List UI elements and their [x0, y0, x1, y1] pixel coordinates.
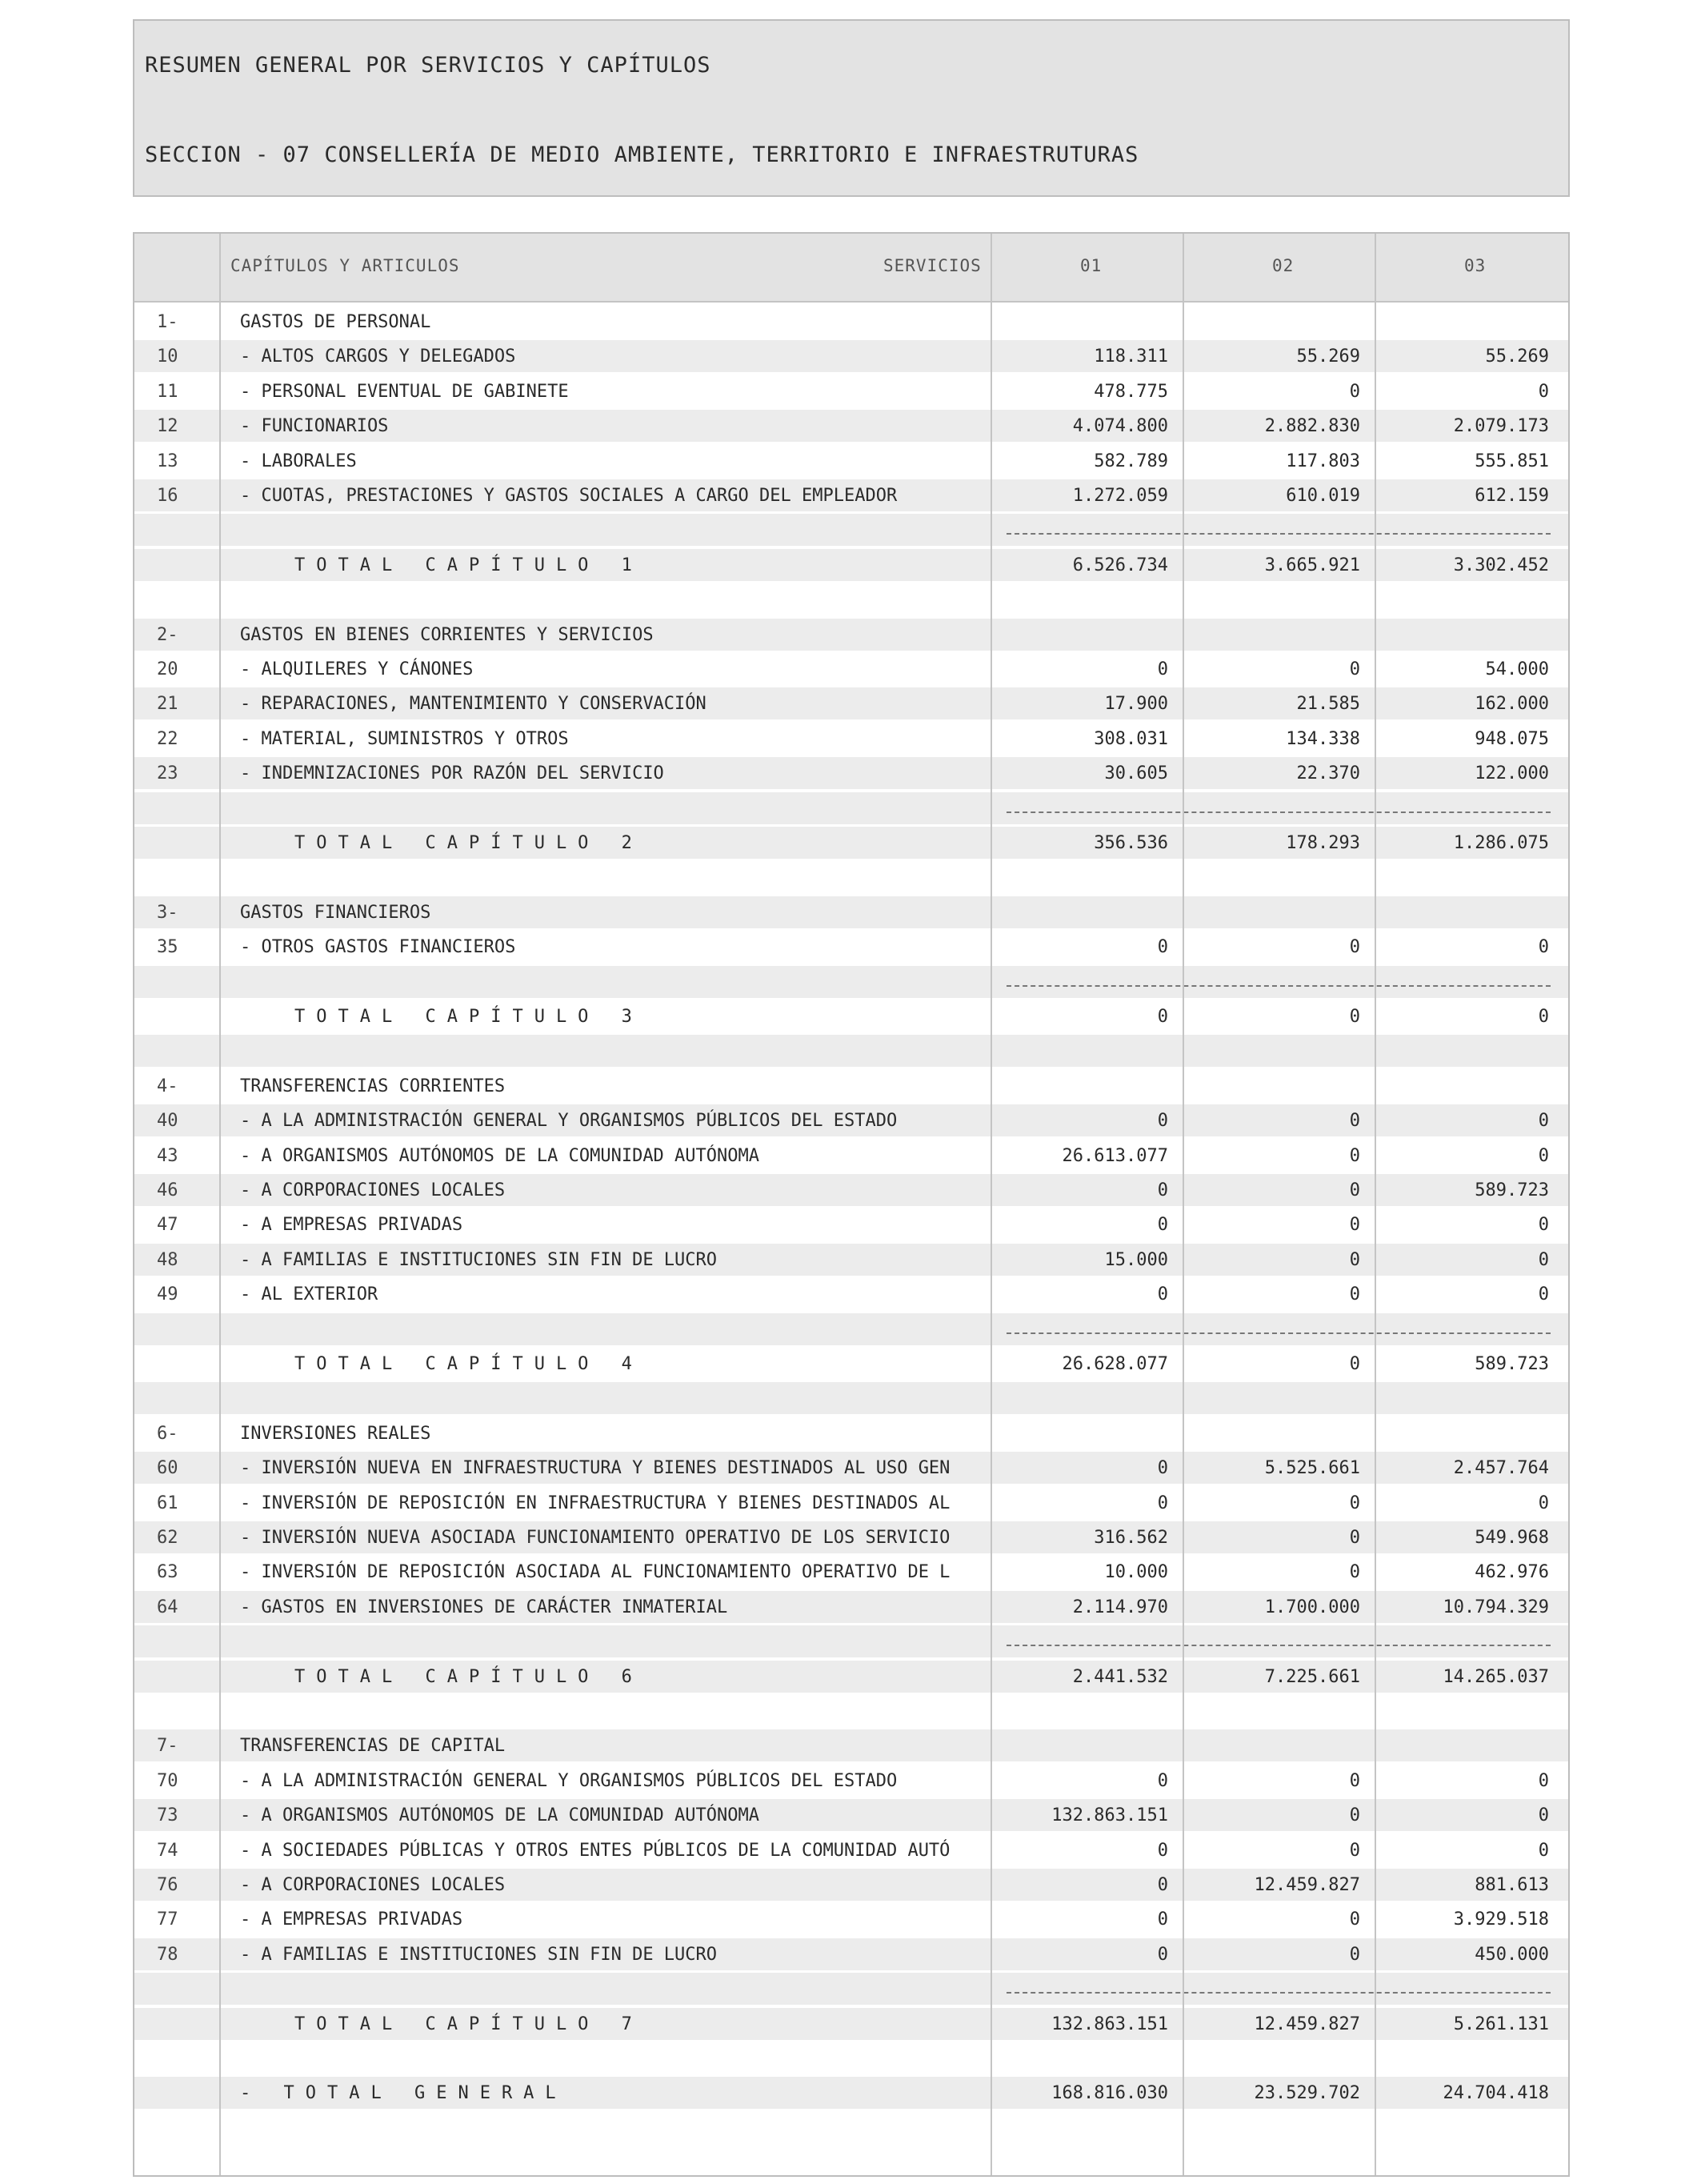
row-description: - A LA ADMINISTRACIÓN GENERAL Y ORGANISMOS PÚBLICOS DEL ESTADO	[240, 1770, 898, 1791]
value-service-01: 26.613.077	[1062, 1145, 1168, 1166]
value-service-03: 0	[1538, 1249, 1549, 1270]
row-description: - A CORPORACIONES LOCALES	[240, 1180, 506, 1200]
value-service-02: 0	[1349, 381, 1360, 402]
article-row	[134, 375, 1568, 407]
row-code: 1-	[157, 312, 178, 332]
row-description: - INVERSIÓN NUEVA ASOCIADA FUNCIONAMIENTO OPERATIVO DE LOS SERVICIO	[240, 1528, 951, 1548]
value-service-02: 0	[1349, 1007, 1360, 1027]
report-header	[133, 19, 1570, 197]
total-label: TOTAL CAPÍTULO 4	[294, 1354, 643, 1374]
row-code: 62	[157, 1528, 178, 1548]
chapter-row	[134, 1070, 1568, 1102]
row-code: 16	[157, 486, 178, 506]
row-code: 40	[157, 1111, 178, 1132]
report-title: RESUMEN GENERAL POR SERVICIOS Y CAPÍTULOS	[145, 53, 711, 78]
row-description: - LABORALES	[240, 451, 357, 471]
col-service-01: 01	[1080, 256, 1103, 275]
value-service-02: 0	[1349, 1528, 1360, 1548]
value-service-01: 0	[1157, 1111, 1168, 1132]
article-row	[134, 1591, 1568, 1623]
value-service-03: 462.976	[1475, 1562, 1549, 1583]
value-service-01: 0	[1157, 937, 1168, 958]
value-service-03: 162.000	[1475, 694, 1549, 715]
chapter-total-row	[134, 827, 1568, 859]
value-service-01: 0	[1157, 1007, 1168, 1027]
value-service-03: 2.457.764	[1453, 1458, 1549, 1479]
row-code: 22	[157, 728, 178, 749]
value-service-02: 23.529.702	[1254, 2083, 1360, 2104]
total-label: TOTAL CAPÍTULO 2	[294, 833, 643, 853]
value-service-01: 118.311	[1094, 347, 1168, 367]
blank-row	[134, 2042, 1568, 2074]
value-service-03: 1.286.075	[1453, 833, 1549, 853]
row-description: GASTOS DE PERSONAL	[240, 312, 431, 332]
budget-table	[133, 232, 1570, 2177]
value-service-02: 0	[1349, 1805, 1360, 1826]
article-row	[134, 1799, 1568, 1831]
value-service-02: 0	[1349, 1354, 1360, 1374]
value-service-01: 356.536	[1094, 833, 1168, 853]
chapter-row	[134, 1729, 1568, 1761]
row-description: - INVERSIÓN DE REPOSICIÓN EN INFRAESTRUCTURA Y BIENES DESTINADOS AL	[240, 1493, 951, 1513]
value-service-03: 14.265.037	[1443, 1666, 1549, 1687]
row-description: - INDEMNIZACIONES POR RAZÓN DEL SERVICIO	[240, 763, 664, 784]
total-label: TOTAL CAPÍTULO 1	[294, 555, 643, 575]
value-service-03: 0	[1538, 1805, 1549, 1826]
blank-row	[134, 583, 1568, 615]
value-service-02: 0	[1349, 1145, 1360, 1166]
dashed-rule	[1007, 1645, 1551, 1646]
value-service-03: 0	[1538, 1284, 1549, 1305]
value-service-01: 0	[1157, 1458, 1168, 1479]
row-description: - CUOTAS, PRESTACIONES Y GASTOS SOCIALES A CARGO DEL EMPLEADOR	[240, 486, 898, 506]
article-row	[134, 1487, 1568, 1519]
article-row	[134, 1869, 1568, 1901]
chapter-row	[134, 896, 1568, 928]
value-service-02: 1.700.000	[1264, 1597, 1360, 1617]
column-divider	[1183, 234, 1184, 2175]
value-service-01: 0	[1157, 1770, 1168, 1791]
article-row	[134, 1174, 1568, 1206]
row-code: 70	[157, 1770, 178, 1791]
value-service-01: 0	[1157, 1909, 1168, 1930]
article-row	[134, 1556, 1568, 1588]
value-service-02: 0	[1349, 659, 1360, 679]
article-row	[134, 1903, 1568, 1935]
article-row	[134, 1834, 1568, 1866]
value-service-02: 55.269	[1296, 347, 1360, 367]
value-service-01: 478.775	[1094, 381, 1168, 402]
value-service-01: 26.628.077	[1062, 1354, 1168, 1374]
value-service-03: 0	[1538, 1111, 1549, 1132]
table-header	[134, 234, 1568, 303]
row-description: - A EMPRESAS PRIVADAS	[240, 1215, 463, 1236]
value-service-01: 6.526.734	[1072, 555, 1168, 575]
value-service-02: 12.459.827	[1254, 2014, 1360, 2034]
article-row	[134, 1278, 1568, 1310]
subtotal-separator	[134, 514, 1568, 546]
value-service-01: 10.000	[1104, 1562, 1168, 1583]
row-code: 4-	[157, 1076, 178, 1096]
value-service-03: 0	[1538, 1145, 1549, 1166]
value-service-03: 3.929.518	[1453, 1909, 1549, 1930]
row-code: 23	[157, 763, 178, 784]
value-service-03: 0	[1538, 1770, 1549, 1791]
value-service-01: 132.863.151	[1051, 1805, 1168, 1826]
subtotal-separator	[134, 792, 1568, 824]
row-code: 7-	[157, 1736, 178, 1757]
row-code: 73	[157, 1805, 178, 1826]
row-code: 6-	[157, 1423, 178, 1444]
row-code: 20	[157, 659, 178, 679]
value-service-02: 0	[1349, 1909, 1360, 1930]
value-service-02: 0	[1349, 1111, 1360, 1132]
value-service-01: 582.789	[1094, 451, 1168, 471]
value-service-03: 0	[1538, 1007, 1549, 1027]
row-code: 10	[157, 347, 178, 367]
row-code: 2-	[157, 624, 178, 645]
value-service-02: 0	[1349, 1215, 1360, 1236]
value-service-02: 0	[1349, 1249, 1360, 1270]
article-row	[134, 445, 1568, 477]
section-title: SECCION - 07 CONSELLERÍA DE MEDIO AMBIENTE, TERRITORIO E INFRAESTRUTURAS	[145, 142, 1139, 167]
value-service-01: 0	[1157, 1944, 1168, 1965]
article-row	[134, 1244, 1568, 1276]
value-service-01: 0	[1157, 1284, 1168, 1305]
dashed-rule	[1007, 533, 1551, 535]
value-service-03: 55.269	[1485, 347, 1549, 367]
article-row	[134, 931, 1568, 963]
value-service-02: 0	[1349, 1562, 1360, 1583]
value-service-01: 0	[1157, 1840, 1168, 1861]
row-code: 76	[157, 1875, 178, 1895]
article-row	[134, 653, 1568, 685]
blank-row	[134, 861, 1568, 893]
value-service-03: 450.000	[1475, 1944, 1549, 1965]
row-description: - REPARACIONES, MANTENIMIENTO Y CONSERVACIÓN	[240, 694, 706, 715]
value-service-02: 0	[1349, 1284, 1360, 1305]
col-service-03: 03	[1464, 256, 1487, 275]
subtotal-separator	[134, 1625, 1568, 1657]
row-description: - INVERSIÓN DE REPOSICIÓN ASOCIADA AL FUNCIONAMIENTO OPERATIVO DE L	[240, 1562, 951, 1583]
chapter-row	[134, 1417, 1568, 1449]
row-code: 46	[157, 1180, 178, 1200]
value-service-02: 7.225.661	[1264, 1666, 1360, 1687]
row-code: 3-	[157, 902, 178, 923]
row-code: 48	[157, 1249, 178, 1270]
blank-row	[134, 1035, 1568, 1067]
article-row	[134, 1938, 1568, 1970]
row-code: 47	[157, 1215, 178, 1236]
chapter-total-row	[134, 549, 1568, 581]
value-service-03: 3.302.452	[1453, 555, 1549, 575]
article-row	[134, 1765, 1568, 1797]
value-service-03: 555.851	[1475, 451, 1549, 471]
value-service-02: 0	[1349, 1840, 1360, 1861]
article-row	[134, 1140, 1568, 1172]
value-service-02: 117.803	[1286, 451, 1360, 471]
value-service-02: 610.019	[1286, 486, 1360, 506]
row-description: GASTOS FINANCIEROS	[240, 902, 431, 923]
subtotal-separator	[134, 1973, 1568, 2005]
value-service-03: 0	[1538, 937, 1549, 958]
row-code: 64	[157, 1597, 178, 1617]
row-code: 61	[157, 1493, 178, 1513]
row-code: 43	[157, 1145, 178, 1166]
grand-total-row	[134, 2077, 1568, 2109]
chapter-total-row	[134, 1000, 1568, 1032]
value-service-01: 132.863.151	[1051, 2014, 1168, 2034]
dashed-rule	[1007, 1332, 1551, 1334]
chapter-total-row	[134, 1348, 1568, 1380]
row-code: 78	[157, 1944, 178, 1965]
chapter-total-row	[134, 1661, 1568, 1693]
row-description: - FUNCIONARIOS	[240, 416, 389, 437]
article-row	[134, 1452, 1568, 1484]
row-description: - A SOCIEDADES PÚBLICAS Y OTROS ENTES PÚBLICOS DE LA COMUNIDAD AUTÓ	[240, 1840, 951, 1861]
value-service-02: 134.338	[1286, 728, 1360, 749]
value-service-03: 881.613	[1475, 1875, 1549, 1895]
value-service-03: 5.261.131	[1453, 2014, 1549, 2034]
row-description: - OTROS GASTOS FINANCIEROS	[240, 937, 516, 958]
row-description: - A ORGANISMOS AUTÓNOMOS DE LA COMUNIDAD AUTÓNOMA	[240, 1805, 760, 1826]
row-description: - ALTOS CARGOS Y DELEGADOS	[240, 347, 516, 367]
chapter-row	[134, 306, 1568, 338]
value-service-03: 122.000	[1475, 763, 1549, 784]
article-row	[134, 687, 1568, 719]
row-description: - PERSONAL EVENTUAL DE GABINETE	[240, 381, 569, 402]
total-label: TOTAL CAPÍTULO 7	[294, 2014, 643, 2034]
row-description: - A FAMILIAS E INSTITUCIONES SIN FIN DE LUCRO	[240, 1944, 718, 1965]
value-service-01: 0	[1157, 659, 1168, 679]
value-service-02: 178.293	[1286, 833, 1360, 853]
row-description: INVERSIONES REALES	[240, 1423, 431, 1444]
value-service-01: 15.000	[1104, 1249, 1168, 1270]
value-service-03: 0	[1538, 1840, 1549, 1861]
grand-total-label: - TOTAL GENERAL	[240, 2083, 567, 2104]
value-service-02: 22.370	[1296, 763, 1360, 784]
row-description: TRANSFERENCIAS CORRIENTES	[240, 1076, 506, 1096]
value-service-01: 0	[1157, 1875, 1168, 1895]
dashed-rule	[1007, 811, 1551, 813]
blank-row	[134, 1382, 1568, 1414]
value-service-01: 0	[1157, 1493, 1168, 1513]
value-service-03: 0	[1538, 381, 1549, 402]
value-service-03: 589.723	[1475, 1180, 1549, 1200]
value-service-01: 2.114.970	[1072, 1597, 1168, 1617]
article-row	[134, 723, 1568, 755]
value-service-01: 168.816.030	[1051, 2083, 1168, 2104]
value-service-02: 3.665.921	[1264, 555, 1360, 575]
row-description: - INVERSIÓN NUEVA EN INFRAESTRUCTURA Y BIENES DESTINADOS AL USO GEN	[240, 1458, 951, 1479]
row-description: TRANSFERENCIAS DE CAPITAL	[240, 1736, 506, 1757]
value-service-03: 549.968	[1475, 1528, 1549, 1548]
value-service-01: 30.605	[1104, 763, 1168, 784]
row-code: 11	[157, 381, 178, 402]
col-service-02: 02	[1272, 256, 1295, 275]
value-service-03: 10.794.329	[1443, 1597, 1549, 1617]
value-service-01: 17.900	[1104, 694, 1168, 715]
chapter-row	[134, 619, 1568, 651]
total-label: TOTAL CAPÍTULO 3	[294, 1007, 643, 1027]
value-service-01: 2.441.532	[1072, 1666, 1168, 1687]
value-service-03: 2.079.173	[1453, 416, 1549, 437]
total-label: TOTAL CAPÍTULO 6	[294, 1666, 643, 1687]
value-service-01: 1.272.059	[1072, 486, 1168, 506]
article-row	[134, 1104, 1568, 1136]
value-service-02: 0	[1349, 1180, 1360, 1200]
value-service-02: 0	[1349, 1944, 1360, 1965]
row-code: 74	[157, 1840, 178, 1861]
row-code: 60	[157, 1458, 178, 1479]
value-service-02: 12.459.827	[1254, 1875, 1360, 1895]
row-description: - GASTOS EN INVERSIONES DE CARÁCTER INMATERIAL	[240, 1597, 728, 1617]
row-description: - A LA ADMINISTRACIÓN GENERAL Y ORGANISMOS PÚBLICOS DEL ESTADO	[240, 1111, 898, 1132]
column-divider	[991, 234, 992, 2175]
row-description: - A EMPRESAS PRIVADAS	[240, 1909, 463, 1930]
dashed-rule	[1007, 985, 1551, 987]
article-row	[134, 757, 1568, 789]
value-service-01: 0	[1157, 1180, 1168, 1200]
article-row	[134, 479, 1568, 511]
subtotal-separator	[134, 966, 1568, 998]
row-description: GASTOS EN BIENES CORRIENTES Y SERVICIOS	[240, 624, 654, 645]
column-divider	[219, 234, 221, 2175]
value-service-01: 0	[1157, 1215, 1168, 1236]
row-description: - ALQUILERES Y CÁNONES	[240, 659, 474, 679]
value-service-03: 612.159	[1475, 486, 1549, 506]
value-service-02: 0	[1349, 1493, 1360, 1513]
chapter-total-row	[134, 2008, 1568, 2040]
value-service-03: 24.704.418	[1443, 2083, 1549, 2104]
row-code: 63	[157, 1562, 178, 1583]
value-service-02: 5.525.661	[1264, 1458, 1360, 1479]
value-service-01: 4.074.800	[1072, 416, 1168, 437]
value-service-03: 0	[1538, 1215, 1549, 1236]
article-row	[134, 410, 1568, 442]
row-code: 35	[157, 937, 178, 958]
value-service-03: 589.723	[1475, 1354, 1549, 1374]
value-service-03: 0	[1538, 1493, 1549, 1513]
dashed-rule	[1007, 1992, 1551, 1994]
value-service-03: 948.075	[1475, 728, 1549, 749]
value-service-01: 316.562	[1094, 1528, 1168, 1548]
value-service-02: 0	[1349, 1770, 1360, 1791]
article-row	[134, 1208, 1568, 1240]
value-service-01: 308.031	[1094, 728, 1168, 749]
row-code: 21	[157, 694, 178, 715]
value-service-02: 2.882.830	[1264, 416, 1360, 437]
row-description: - A FAMILIAS E INSTITUCIONES SIN FIN DE LUCRO	[240, 1249, 718, 1270]
row-description: - A CORPORACIONES LOCALES	[240, 1875, 506, 1895]
row-code: 49	[157, 1284, 178, 1305]
col-chapters: CAPÍTULOS Y ARTICULOS	[230, 256, 460, 275]
row-description: - AL EXTERIOR	[240, 1284, 378, 1305]
blank-row	[134, 1695, 1568, 1727]
row-code: 77	[157, 1909, 178, 1930]
row-description: - MATERIAL, SUMINISTROS Y OTROS	[240, 728, 569, 749]
row-description: - A ORGANISMOS AUTÓNOMOS DE LA COMUNIDAD AUTÓNOMA	[240, 1145, 760, 1166]
subtotal-separator	[134, 1313, 1568, 1345]
column-divider	[1375, 234, 1376, 2175]
value-service-03: 54.000	[1485, 659, 1549, 679]
article-row	[134, 1521, 1568, 1553]
col-services: SERVICIOS	[883, 256, 982, 275]
row-code: 13	[157, 451, 178, 471]
row-code: 12	[157, 416, 178, 437]
article-row	[134, 340, 1568, 372]
value-service-02: 0	[1349, 937, 1360, 958]
value-service-02: 21.585	[1296, 694, 1360, 715]
